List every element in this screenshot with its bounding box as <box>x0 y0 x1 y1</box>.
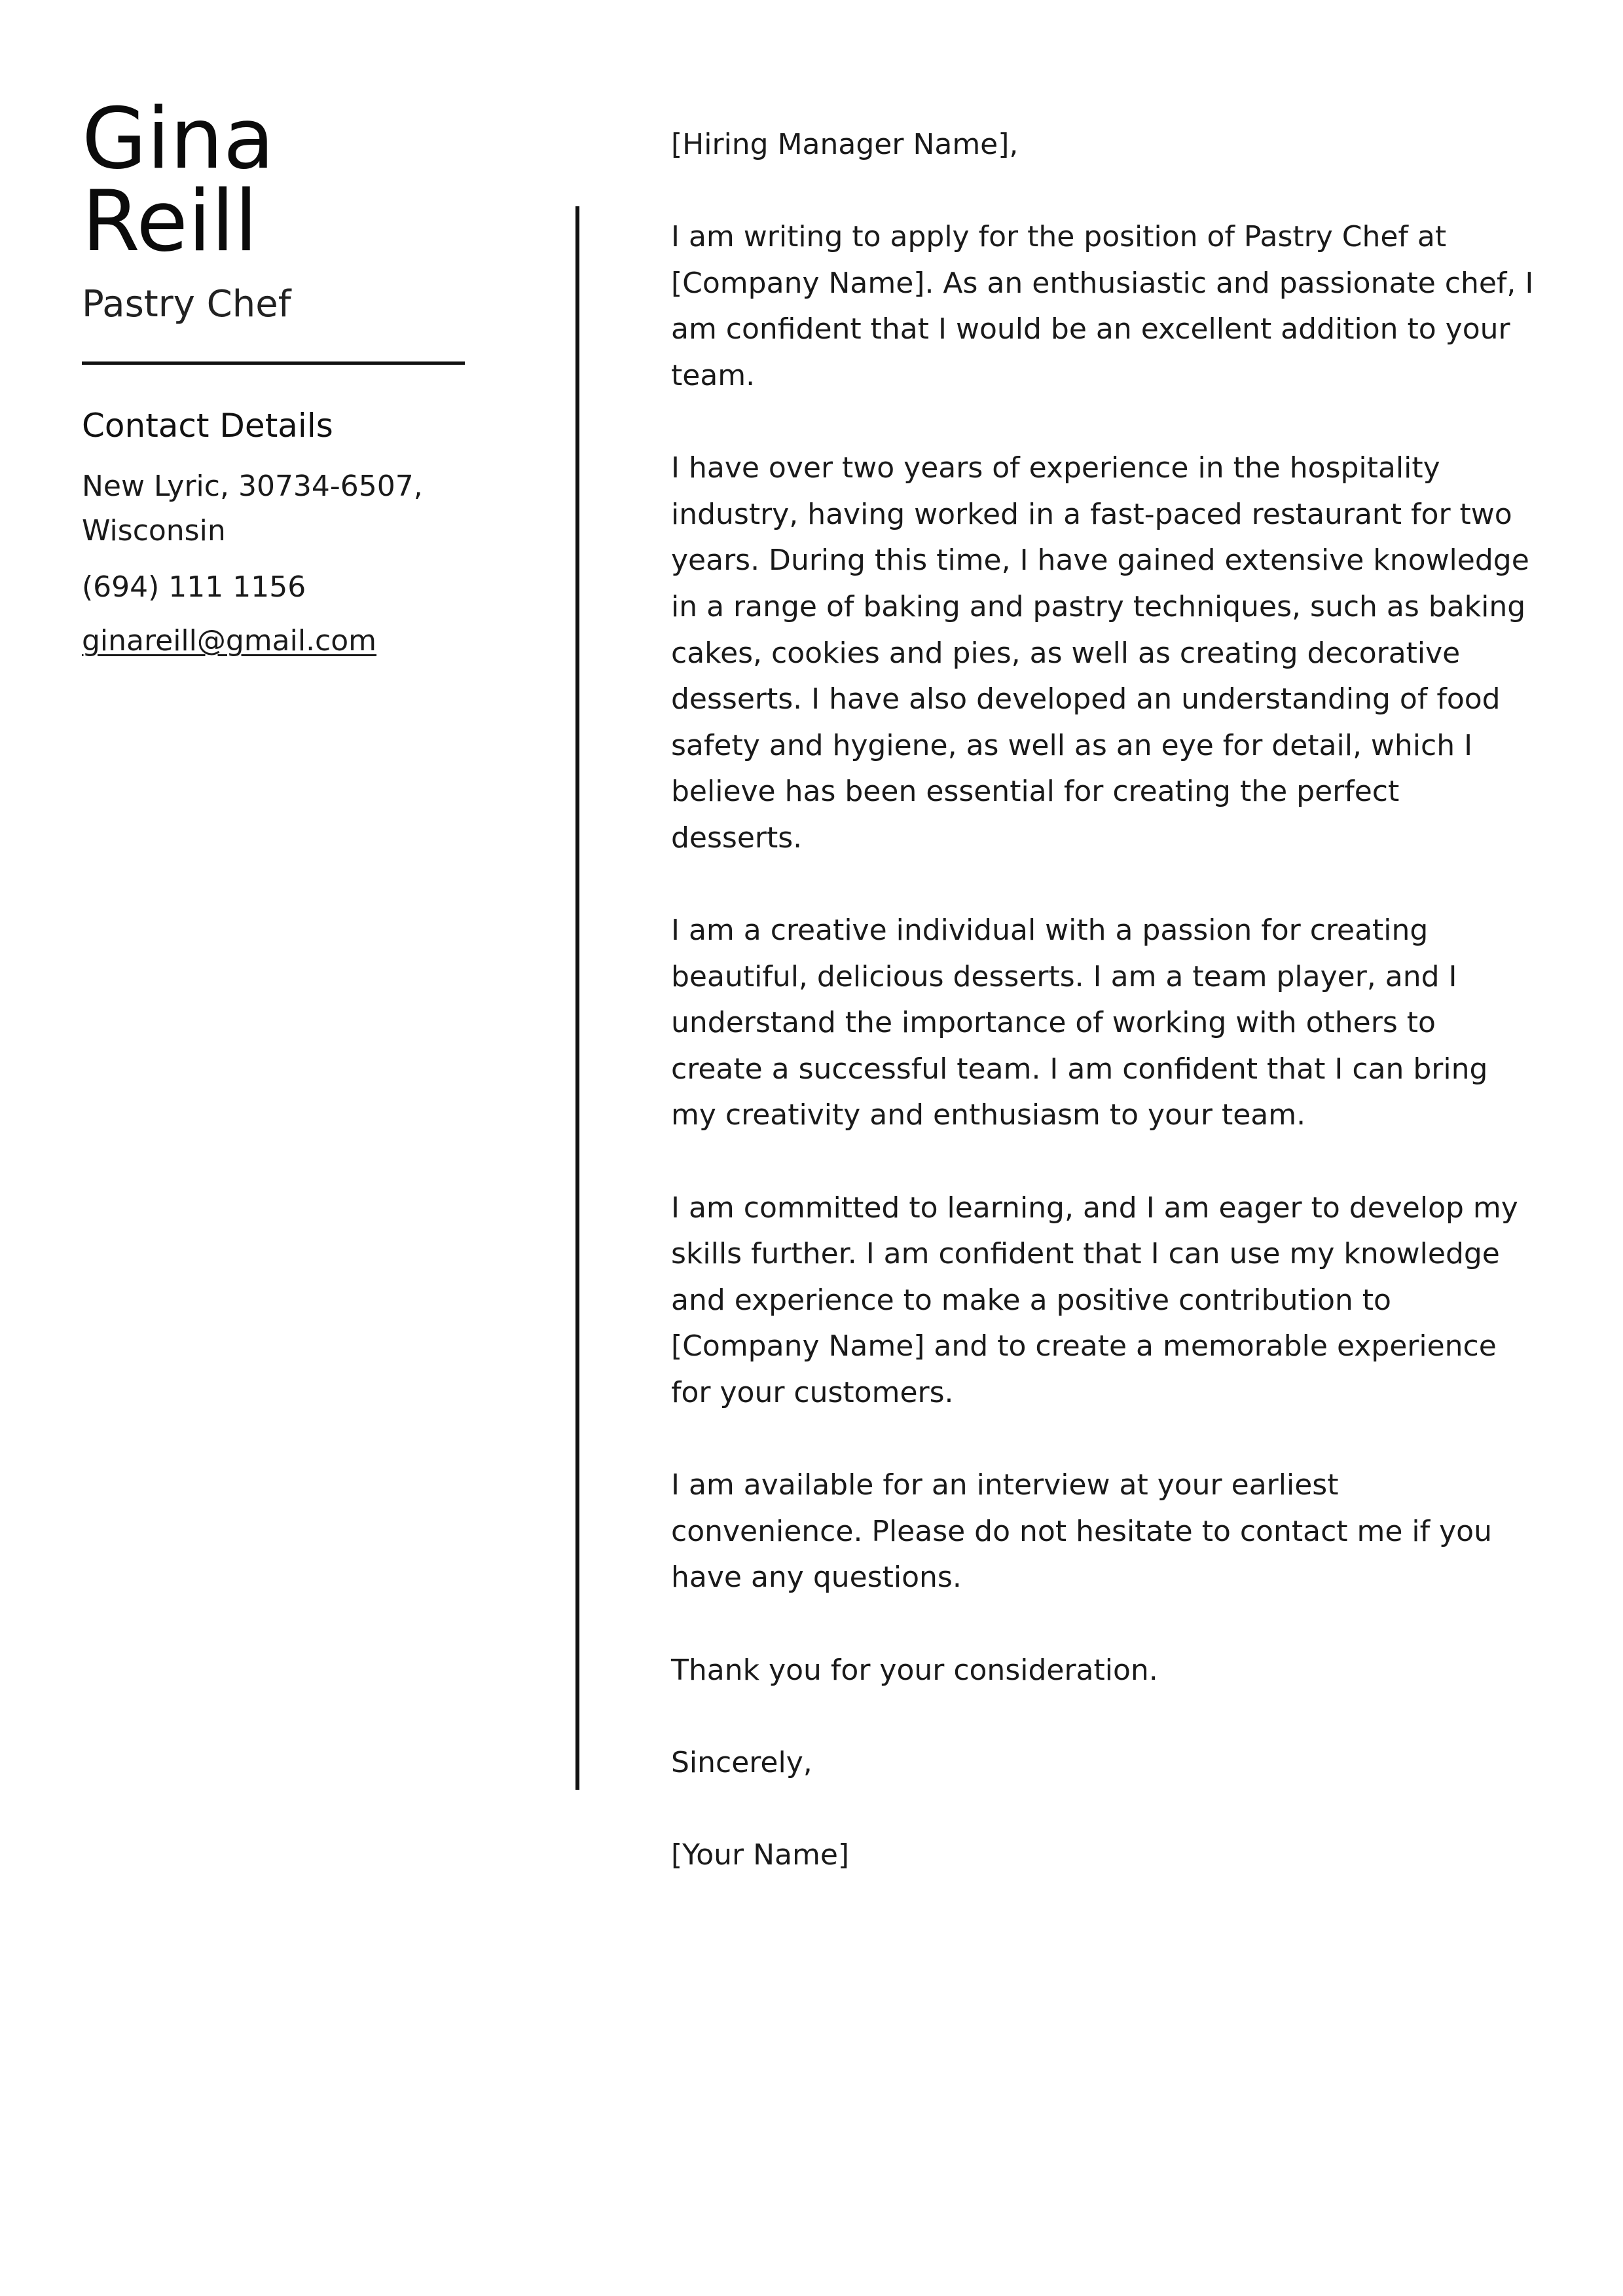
sidebar <box>82 90 475 663</box>
contact-phone: (694) 111 1156 <box>82 570 306 604</box>
letter-paragraph: I am writing to apply for the position of Pastry Chef at [Company Name]. As an enthusiastic and passionate chef, I am confident that I would be an excellent addition to your team. <box>671 220 1534 392</box>
vertical-divider <box>575 206 579 1790</box>
contact-heading: Contact Details <box>82 407 333 445</box>
letter-body <box>671 122 1535 1879</box>
letter-paragraph: I am committed to learning, and I am eager to develop my skills further. I am confident that I can use my knowledge and experience to make a positive contribution to [Company Name] and to create a memorable experience for your customers. <box>671 1191 1518 1410</box>
letter-paragraph: I have over two years of experience in the hospitality industry, having worked in a fast-paced restaurant for two years. During this time, I have gained extensive knowledge in a range of baking and pastry techniques, such as baking cakes, cookies and pies, as well as creating decorative desserts. I have also developed an understanding of food safety and hygiene, as well as an eye for detail, which I believe has been essential for creating the perfect desserts. <box>671 451 1529 855</box>
first-name: Gina <box>82 90 275 188</box>
last-name: Reill <box>82 173 258 270</box>
applicant-name <box>82 90 475 270</box>
salutation: [Hiring Manager Name], <box>671 128 1019 161</box>
title-divider <box>82 361 465 365</box>
contact-address: New Lyric, 30734-6507, Wisconsin <box>82 470 423 547</box>
thanks-line: Thank you for your consideration. <box>671 1653 1158 1687</box>
job-title: Pastry Chef <box>82 283 291 325</box>
letter-paragraph: I am a creative individual with a passion for creating beautiful, delicious desserts. I am a team player, and I understand the importance of working with others to create a successful team. I am confident that I can bring my creativity and enthusiasm to your team. <box>671 914 1488 1132</box>
signature-line: [Your Name] <box>671 1838 850 1872</box>
closing-line: Sincerely, <box>671 1745 812 1779</box>
letter-paragraph: I am available for an interview at your earliest convenience. Please do not hesitate to contact me if you have any questions. <box>671 1468 1492 1595</box>
contact-email-link[interactable]: ginareill@gmail.com <box>82 624 377 657</box>
